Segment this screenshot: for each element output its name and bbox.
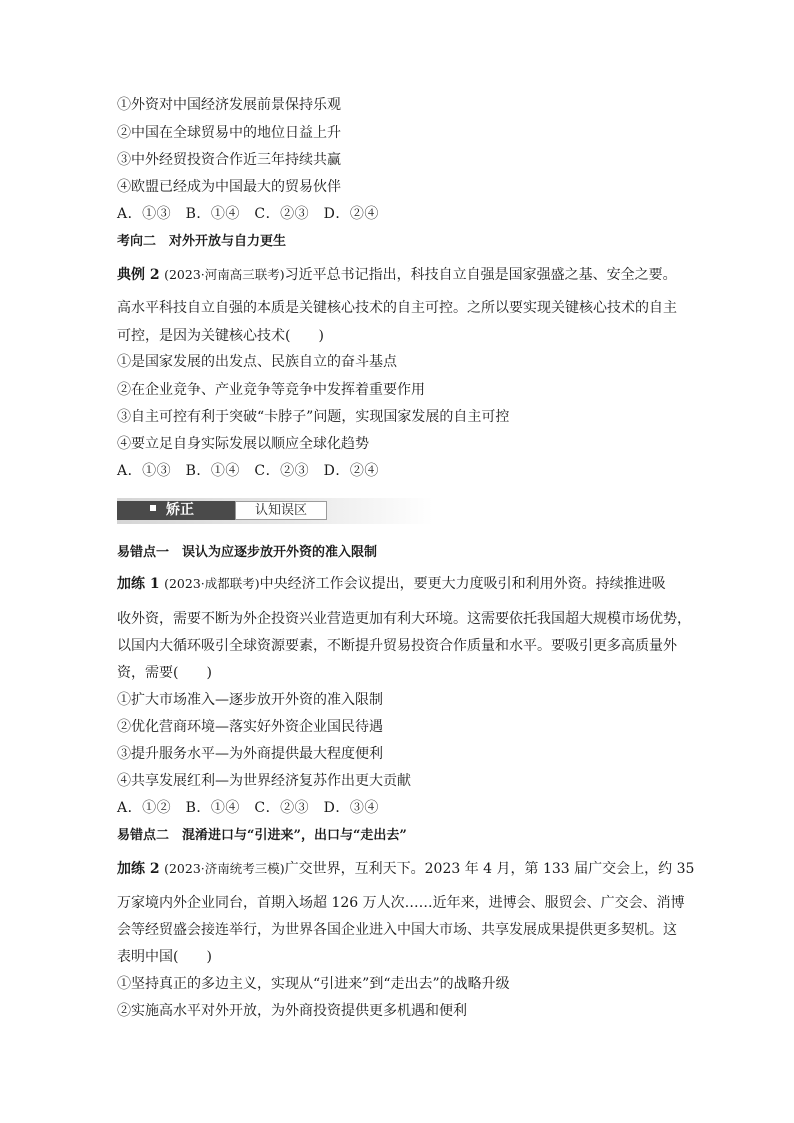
example-2-answer-choices: A．①③ B．①④ C．②③ D．②④: [117, 463, 379, 479]
practice-1-text-start: 中央经济工作会议提出，要更大力度吸引和利用外资。持续推进吸: [259, 576, 666, 592]
example-2-line-3: 可控，是因为关键核心技术( ): [117, 328, 324, 344]
example-2-option-1: ①是国家发展的出发点、民族自立的奋斗基点: [117, 354, 397, 370]
example-2-label: 典例 2: [117, 267, 160, 283]
practice-2-option-1: ①坚持真正的多边主义，实现从“引进来”到“走出去”的战略升级: [117, 976, 510, 992]
example-2-source: (2023·河南高三联考): [164, 267, 285, 282]
practice-2-line-2: 万家境内外企业同台，首期入场超 126 万人次……近年来，进博会、服贸会、广交会、消博: [117, 895, 685, 911]
practice-1-option-2: ②优化营商环境—落实好外资企业国民待遇: [117, 719, 383, 735]
banner-dark-tab: [117, 501, 235, 520]
practice-1-line-4: 资，需要( ): [117, 665, 212, 681]
example-2-text-start: 习近平总书记指出，科技自立自强是国家强盛之基、安全之要。: [284, 267, 677, 283]
example-2-line-2: 高水平科技自立自强的本质是关键核心技术的自主可控。之所以要实现关键核心技术的自主: [117, 300, 677, 316]
error-point-1-heading: 易错点一 误认为应逐步放开外资的准入限制: [117, 545, 378, 560]
practice-1-line-1: [117, 574, 666, 594]
example-2-option-2: ②在企业竞争、产业竞争等竞争中发挥着重要作用: [117, 382, 425, 398]
example-2-option-3: ③自主可控有利于突破“卡脖子”问题，实现国家发展的自主可控: [117, 409, 510, 425]
practice-2-source: (2023·济南统考三模): [164, 861, 285, 876]
example-2-line-1: [117, 265, 677, 285]
practice-1-option-1: ①扩大市场准入—逐步放开外资的准入限制: [117, 692, 383, 708]
example-2-option-4: ④要立足自身实际发展以顺应全球化趋势: [117, 436, 369, 452]
block1-option-4: ④欧盟已经成为中国最大的贸易伙伴: [117, 179, 341, 195]
block1-answer-choices: A．①③ B．①④ C．②③ D．②④: [117, 206, 379, 222]
practice-1-line-2: 收外资，需要不断为外企投资兴业营造更加有利大环境。这需要依托我国超大规模市场优势，: [117, 611, 691, 627]
practice-2-text-start: 广交世界，互利天下。2023 年 4 月，第 133 届广交会上，约 35: [284, 861, 695, 877]
block1-option-2: ②中国在全球贸易中的地位日益上升: [117, 125, 341, 141]
practice-1-option-4: ④共享发展红利—为世界经济复苏作出更大贡献: [117, 773, 411, 789]
practice-2-label: 加练 2: [117, 861, 160, 877]
practice-1-answer-choices: A．①② B．①④ C．②③ D．③④: [117, 800, 379, 816]
correction-banner: [117, 498, 433, 524]
practice-1-source: (2023·成都联考): [164, 576, 260, 591]
section-heading-2: 考向二 对外开放与自力更生: [117, 234, 287, 249]
practice-2-option-2: ②实施高水平对外开放，为外商投资提供更多机遇和便利: [117, 1003, 467, 1019]
block1-option-1: ①外资对中国经济发展前景保持乐观: [117, 97, 341, 113]
practice-2-line-4: 表明中国( ): [117, 949, 212, 965]
banner-white-tab: 认知误区: [235, 501, 327, 520]
practice-2-line-3: 会等经贸盛会接连举行，为世界各国企业进入中国大市场、共享发展成果提供更多契机。这: [117, 922, 677, 938]
practice-1-label: 加练 1: [117, 576, 160, 592]
practice-1-line-3: 以国内大循环吸引全球资源要素，不断提升贸易投资合作质量和水平。要吸引更多高质量外: [117, 638, 677, 654]
practice-1-option-3: ③提升服务水平—为外商提供最大程度便利: [117, 746, 383, 762]
practice-2-line-1: [117, 859, 694, 879]
square-bullet-icon: [150, 505, 156, 511]
error-point-2-heading: 易错点二 混淆进口与“引进来”，出口与“走出去”: [117, 828, 407, 843]
banner-dark-label: 矫正: [166, 502, 194, 518]
block1-option-3: ③中外经贸投资合作近三年持续共赢: [117, 152, 341, 168]
